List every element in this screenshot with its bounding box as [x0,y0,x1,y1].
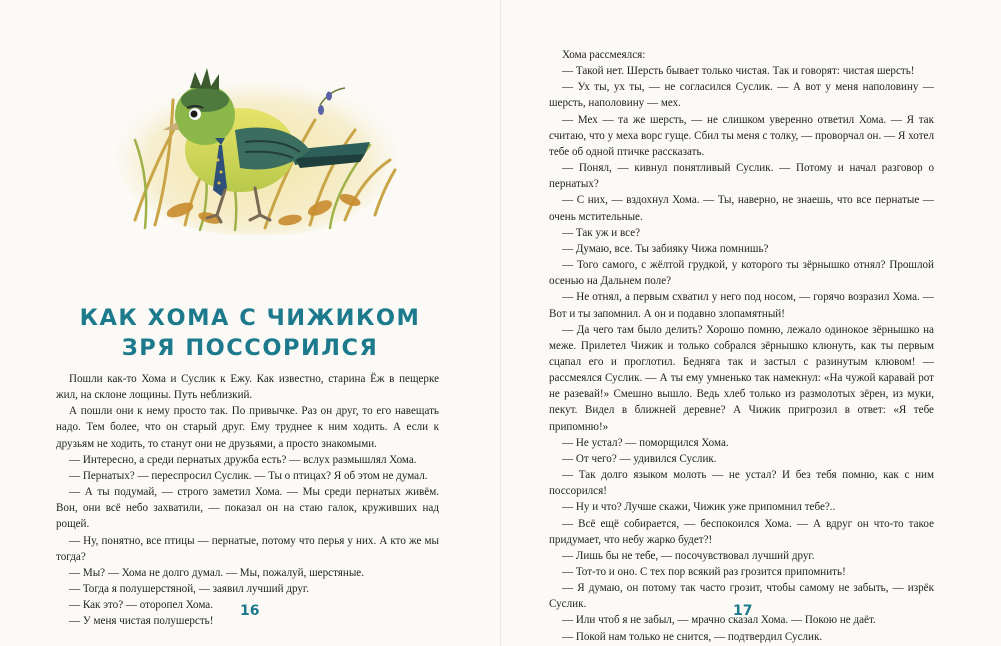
paragraph: — Тот-то и оно. С тех пор всякий раз грозится припомнить! [562,566,846,578]
paragraph: — С них, — вздохнул Хома. — Ты, наверно, не знаешь, что все пернатые — очень мстительные. [549,194,934,223]
paragraph: — Так уж и все? [562,226,641,239]
paragraph: — Не устал? — поморщился Хома. [562,436,729,449]
page-number-left: 16 [240,603,260,619]
chizhik-bird-icon [115,50,400,235]
paragraph: — Думаю, все. Ты забияку Чижа помнишь? [562,242,769,255]
paragraph: — Не отнял, а первым схватил у него под носом, — горячо возразил Хома. — Вот и ты запомнил. А он и подавно злопамятный! [549,291,934,320]
paragraph: А пошли они к нему просто так. По привычке. Раз он друг, то его навещать надо. Тем более, что он старый друг. Ему труднее к ним ходить. А если к друзьям не ходить, то станут они не друзьями, а просто знакомыми. [56,405,439,450]
paragraph: — Ух ты, ух ты, — не согласился Суслик. — А вот у меня наполовину — шерсть, наполовину — мех. [549,81,934,110]
paragraph: — Так долго языком молоть — не устал? И без тебя помню, как с ним поссорился! [549,469,934,498]
paragraph: — Лишь бы не тебе, — посочувствовал лучший друг. [562,549,815,562]
paragraph: Пошли как-то Хома и Суслик к Ежу. Как известно, старина Ёж в пещерке жил, на склоне лощины. Путь неблизкий. [56,373,439,402]
paragraph: — Такой нет. Шерсть бывает только чистая. Так и говорят: чистая шерсть! [562,65,915,78]
paragraph: — Мы? — Хома не долго думал. — Мы, пожалуй, шерстяные. [69,566,364,579]
paragraph: — Ну, понятно, все птицы — пернатые, потому что перья у них. А кто же мы тогда? [56,534,439,563]
paragraph: — От чего? — удивился Суслик. [562,452,717,465]
chapter-title [60,303,440,363]
paragraph: — Интересно, а среди пернатых дружба есть? — вслух размышлял Хома. [69,453,417,466]
paragraph: — Как это? — оторопел Хома. [69,599,213,612]
paragraph: — А ты подумай, — строго заметил Хома. — Мы среди пернатых живём. Вон, они всё небо захватили, — показал он на стаю галок, круживших над рощей. [56,486,439,531]
page-number-right: 17 [733,603,753,619]
paragraph: — У меня чистая полушерсть! [69,615,214,628]
paragraph: Хома рассмеялся: [562,49,646,61]
paragraph: — Да чего там было делить? Хорошо помню, лежало одинокое зёрнышко на меже. Прилетел Чижик и только собрался зёрнышко клюнуть, как ты первым сцапал его и проглотил. Бедняга так и застыл с разинутым клювом! — рассмеялся Суслик. — А ты ему умненько так намекнул: «На чужой каравай рот не разевай!» Смешно вышло. Ведь хлеб только из размолотых зёрен, из муки, пекут. Видел в ближней деревне? А Чижик пригрозил в ответ: «Я тебе припомню!» [549,323,934,433]
paragraph: — Всё ещё собирается, — беспокоился Хома. — А вдруг он что-то такое придумает, что небу жарко будет?! [549,517,934,546]
right-page-text [549,47,934,645]
paragraph: — Мех — та же шерсть, — не слишком уверенно ответил Хома. — Я так считаю, что у меха ворс гуще. Сбил ты меня с толку, — проворчал он. — Я хотел тебе об одной птичке рассказать. [549,113,934,158]
chapter-title-line-1: КАК ХОМА С ЧИЖИКОМ [79,305,421,331]
chapter-title-line-2: ЗРЯ ПОССОРИЛСЯ [121,335,379,361]
paragraph: — Я думаю, он потому так часто грозит, чтобы самому не забыть, — изрёк Суслик. [549,582,934,611]
paragraph: — Тогда я полушерстяной, — заявил лучший друг. [69,583,309,596]
paragraph: — Покой нам только не снится, — подтвердил Суслик. [562,630,823,643]
paragraph: — Того самого, с жёлтой грудкой, у которого ты зёрнышко отнял? Прошлой осенью на Дальнем поле? [549,259,934,288]
paragraph: — Ну и что? Лучше скажи, Чижик уже припомнил тебе?.. [562,501,836,514]
paragraph: — Или чтоб я не забыл, — мрачно сказал Хома. — Покою не даёт. [562,614,876,627]
paragraph: — Пернатых? — переспросил Суслик. — Ты о птицах? Я об этом не думал. [69,469,428,482]
left-page-text [56,371,439,630]
gutter [500,0,501,646]
paragraph: — Понял, — кивнул понятливый Суслик. — Потому и начал разговор о пернатых? [549,162,934,191]
